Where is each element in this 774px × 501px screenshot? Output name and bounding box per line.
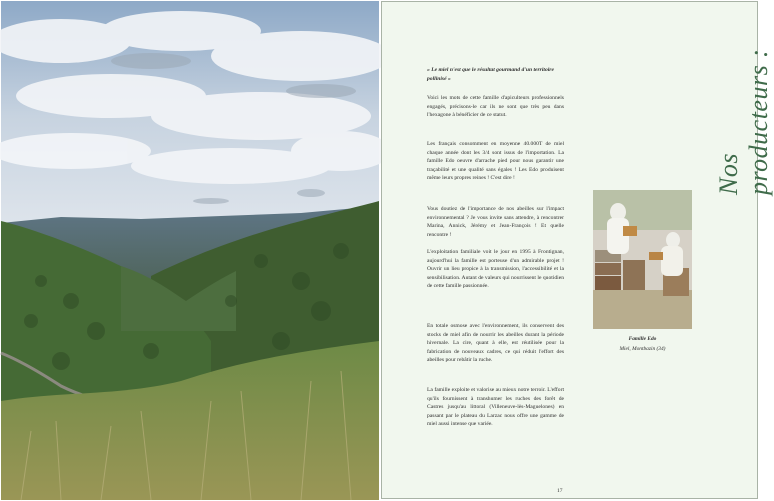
paragraph: En totale osmose avec l'environnement, ils conservent des stocks de miel afin de nourrir les abeilles durant la période hivernale. La cire, quant à elle, est réutilisée pour la fabrication de nouveaux cadres, ce qui réduit l'effort des abeilles pour rebâtir la ruche. [427,323,564,364]
section-title: Nos producteurs : [714,48,773,195]
paragraph: Les français consomment en moyenne 40.000T de miel chaque année dont les 3/4 sont issus de l'importation. La famille Edo oeuvre d'arrache pied pour nous garantir une traçabilité et une qualité sans égales ! Les Edo produisent même leurs propres reines ! C'est dire ! [427,141,564,182]
photo-caption-place: Miel, Montbazin (34) [619,346,666,352]
text-page [381,1,773,499]
paragraph: Voici les mots de cette famille d'apiculteurs professionnels engagés, précisons-le car ils ne sont que très peu dans l'hexagone à bénéficier de ce statut. [427,95,564,119]
paragraph: L'exploitation familiale voit le jour en 1995 à Frontignan, aujourd'hui la famille est porteuse d'un admirable projet ! Ouvrir un lieu propice à la transmission, l'accessibilité et la sensibilisation. Autant de valeurs qui nourrissent le quotidien de cette famille passionnée. [427,249,564,290]
paragraph: Vous doutiez de l'importance de nos abeilles sur l'impact environnemental ? Je vous invite sans attendre, à rencontrer Marina, Annick, Jérémy et Jean-François ! Et quelle rencontre ! [427,206,564,238]
landscape-photo [1,1,379,500]
page-number: 17 [557,488,563,494]
photo-caption-name: Famille Edo [628,336,657,342]
paragraph: La famille exploite et valorise au mieux notre terroir. L'effort qu'ils fournissent à transhumer les ruches des forêt de Castres jusqu'au littoral (Villeneuve-lès-Maguelones) en passant par le plateau du Larzac nous offre une gamme de miel aussi intense que variée. [427,387,564,428]
intro-quote: « Le miel n'est que le résultat gourmand d'un territoire pollinisé » [427,67,554,82]
beekeepers-photo [593,190,692,329]
